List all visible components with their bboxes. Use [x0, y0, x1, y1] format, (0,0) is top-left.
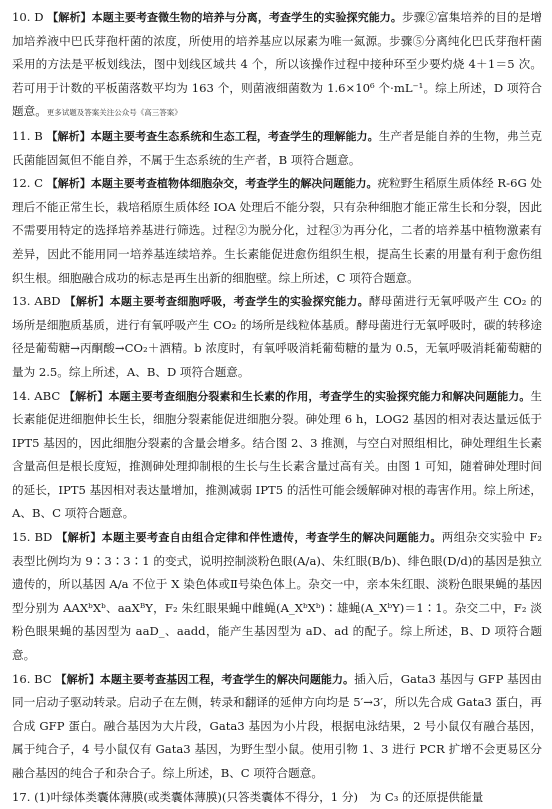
answer-body: (1)叶绿体类囊体薄膜(或类囊体薄膜)(只答类囊体不得分，1 分) 为 C₃ 的还原提供能量 [34, 789, 484, 804]
analysis-tag: 【解析】 [46, 129, 91, 143]
question-number: 11. B [12, 128, 43, 143]
question-focus: 本题主要考查细胞呼吸，考查学生的实验探究能力。 [109, 295, 369, 309]
question-number: 15. BD [12, 530, 53, 545]
answer-item-15 [12, 526, 542, 668]
question-number: 12. C [12, 176, 44, 191]
answer-item-14 [12, 385, 542, 527]
analysis-tag: 【解析】 [56, 531, 102, 545]
answer-body: 生长素能促进细胞伸长生长，细胞分裂素能促进细胞分裂。砷处理 6 h，LOG2 基因的相对表达量远低于 IPT5 基因的，因此细胞分裂素的含量会增多。结合图 2、3 推测，与空白对照组相比，砷处理组生长素含量高但是根长度短，推测砷处理抑制根的生长与生长素含量过高有关。由图 1 可知，随着砷处理时间的延长，IPT5 基因相对表达量增加，推测减弱 IPT5 的活性可能会缓解砷对根的毒害作用。综上所述，A、B、C 项符合题意。 [12, 388, 543, 521]
answer-item-17 [12, 786, 542, 809]
question-focus: 本题主要考查基因工程，考查学生的解决问题能力。 [99, 672, 355, 686]
answer-body: 插入后，Gata3 基因与 GFP 基因由同一启动子驱动转录。启动子在左侧，转录和翻译的延伸方向均是 5′→3′，所以先合成 Gata3 蛋白，再合成 GFP 蛋白。融合基因为大片段，Gata3 基因为小片段，根据电泳结果，2 号小鼠仅有融合基因，属于纯合子，4 号小鼠仅有 Gata3 基因，为野生型小鼠。使用引物 1、3 进行 PCR 扩增不会更易区分融合基因的纯合子和杂合子。综上所述，B、C 项符合题意。 [12, 671, 543, 780]
question-number: 13. ABD [12, 294, 61, 309]
answer-body: 两组杂交实验中 F₂ 表型比例均为 9∶3∶3∶1 的变式，说明控制淡粉色眼(A/a)、朱红眼(B/b)、绯色眼(D/d)的基因是独立遗传的，所以基因 A/a 不位于 X 染色体或Ⅱ号染色体上。杂交一中，亲本朱红眼、淡粉色眼果蝇的基因型分别为 AAXᵇXᵇ、aaXᴮY，F₂ 朱红眼果蝇中雌蝇(A_XᵇXᵇ)∶雄蝇(A_XᵇY)＝1∶1。杂交二中，F₂ 淡粉色眼果蝇的基因型为 aaD_、aadd，能产生基因型为 aD、ad 的配子。综上所述，B、D 项符合题意。 [12, 530, 543, 663]
question-focus: 本题主要考查植物体细胞杂交，考查学生的解决问题能力。 [90, 177, 378, 191]
promo-note: 更多试题及答案关注公众号《高三答案》 [46, 108, 182, 118]
answer-item-12 [12, 172, 542, 290]
analysis-tag: 【解析】 [55, 672, 100, 686]
question-focus: 本题主要考查生态系统和生态工程，考查学生的理解能力。 [90, 129, 379, 143]
answer-item-13 [12, 290, 542, 384]
question-number: 16. BC [12, 671, 52, 686]
answer-body: 生产者是能自养的生物，弗兰克氏菌能固氮但不能自养，不属于生态系统的生产者，B 项符合题意。 [12, 128, 542, 167]
question-number: 14. ABC [12, 388, 61, 403]
question-number: 10. D [12, 10, 44, 24]
answer-body: 疣粒野生稻原生质体经 R-6G 处理后不能正常生长，栽培稻原生质体经 IOA 处理后不能分裂，只有杂种细胞才能正常生长和分裂，因此不需要用特定的选择培养基进行筛选。过程②为脱分化，过程③为再分化，二者的培养基中植物激素有差异，因此不能用同一培养基连续培养。生长素能促进愈伤组织生根，提高生长素的用量有利于愈伤组织生根。细胞融合成功的标志是再生出新的细胞壁。综上所述，C 项符合题意。 [12, 176, 543, 285]
question-number: 17. [12, 789, 31, 804]
answer-body: 步骤②富集培养的目的是增加培养液中巴氏芽孢杆菌的浓度，所使用的培养基应以尿素为唯一氮源。步骤⑤分离纯化巴氏芽孢杆菌采用的方法是平板划线法，图中划线区域共 4 个，所以该操作过程中接种环至少要灼烧 4＋1＝5 次。若可用于计数的平板菌落数平均为 163 个，则菌液细菌数为 1.6×10⁶ 个·mL⁻¹。综上所述，D 项符合题意。 [12, 10, 543, 119]
answer-item-11 [12, 125, 542, 172]
question-focus: 本题主要考查微生物的培养与分离，考查学生的实验探究能力。 [91, 11, 402, 24]
analysis-tag: 【解析】 [47, 11, 92, 24]
analysis-tag: 【解析】 [64, 389, 109, 403]
analysis-tag: 【解析】 [64, 295, 110, 309]
answer-item-10 [12, 6, 542, 125]
answer-body: 酵母菌进行无氧呼吸产生 CO₂ 的场所是细胞质基质，进行有氧呼吸产生 CO₂ 的场所是线粒体基质。酵母菌进行无氧呼吸时，碳的转移途径是葡萄糖→丙酮酸→CO₂＋酒精。b 浓度时，有氧呼吸消耗葡萄糖的量为 0.5，无氧呼吸消耗葡萄糖的量为 2.5。综上所述，A、B、D 项符合题意。 [12, 294, 543, 379]
question-focus: 本题主要考查自由组合定律和伴性遗传，考查学生的解决问题能力。 [101, 531, 442, 545]
answer-item-16 [12, 668, 542, 786]
question-focus: 本题主要考查细胞分裂素和生长素的作用，考查学生的实验探究能力和解决问题能力。 [108, 389, 531, 403]
analysis-tag: 【解析】 [46, 177, 91, 191]
